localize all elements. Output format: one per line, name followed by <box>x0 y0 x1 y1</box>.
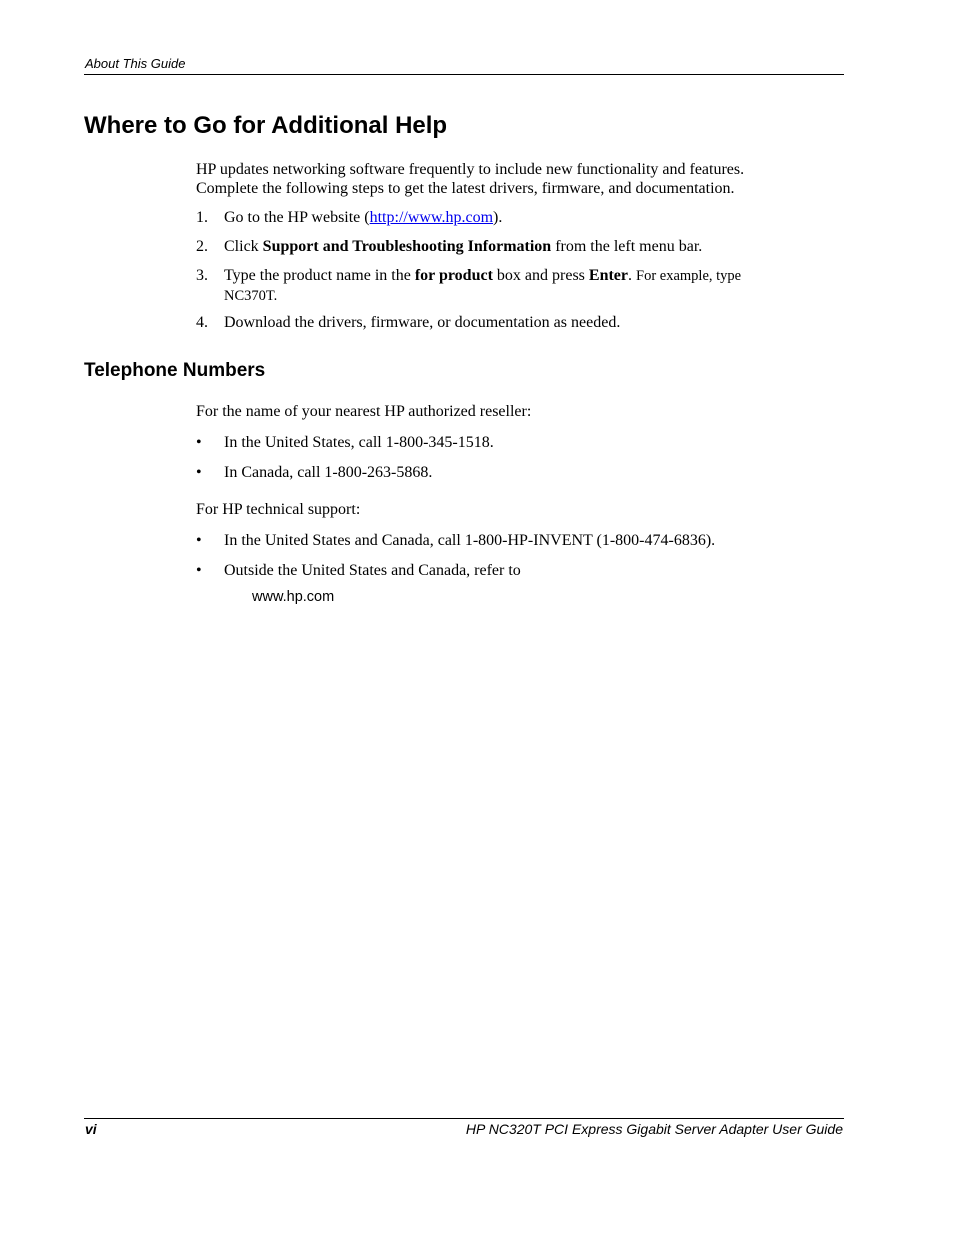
step-text: Download the drivers, firmware, or documentation as needed. <box>224 314 621 331</box>
step-text-part: ). <box>493 209 503 226</box>
hp-website-link[interactable]: http://www.hp.com <box>369 209 494 226</box>
step-text-part: Click <box>224 238 263 255</box>
step-bold-term: for product <box>414 267 493 284</box>
step-bold-term: Enter <box>588 267 628 284</box>
bullet-icon: • <box>196 532 202 549</box>
footer-rule <box>84 1118 844 1119</box>
bullet-icon: • <box>196 562 202 579</box>
running-header: About This Guide <box>85 56 186 71</box>
telephone-heading: Telephone Numbers <box>84 360 266 381</box>
footer-doc-title: HP NC320T PCI Express Gigabit Server Adapter User Guide <box>465 1121 843 1137</box>
header-rule <box>84 74 844 75</box>
list-item-text: In the United States and Canada, call 1-800-HP-INVENT (1-800-474-6836). <box>224 532 716 549</box>
step-number: 4. <box>196 314 208 331</box>
reseller-intro: For the name of your nearest HP authorized reseller: <box>196 403 532 420</box>
step-bold-term: Support and Troubleshooting Information <box>262 238 552 255</box>
step-number: 3. <box>196 267 208 284</box>
step-text-part: from the left menu bar. <box>551 238 703 255</box>
support-url: www.hp.com <box>252 589 335 605</box>
step-text <box>224 237 702 256</box>
list-item-text: Outside the United States and Canada, refer to <box>224 562 521 579</box>
step-example-product: NC370T. <box>224 288 278 304</box>
intro-line-2: Complete the following steps to get the latest drivers, firmware, and documentation. <box>196 180 735 197</box>
intro-line-1: HP updates networking software frequently to include new functionality and features. <box>196 161 745 178</box>
bullet-icon: • <box>196 434 202 451</box>
step-text-part: box and press <box>492 267 589 284</box>
step-text-part: Go to the HP website ( <box>224 209 370 226</box>
intro-paragraph <box>196 160 744 198</box>
step-number: 2. <box>196 238 208 255</box>
step-number: 1. <box>196 209 208 226</box>
step-text <box>224 266 741 306</box>
list-item-text: In Canada, call 1-800-263-5868. <box>224 464 433 481</box>
step-text-part: Type the product name in the <box>224 267 415 284</box>
bullet-icon: • <box>196 464 202 481</box>
page-number: vi <box>85 1121 97 1137</box>
list-item-text: In the United States, call 1-800-345-1518. <box>224 434 494 451</box>
step-text <box>224 208 502 227</box>
step-example: For example, type <box>636 268 742 284</box>
step-text-part: . <box>628 267 636 284</box>
section-title: Where to Go for Additional Help <box>84 112 448 139</box>
support-intro: For HP technical support: <box>196 501 361 518</box>
